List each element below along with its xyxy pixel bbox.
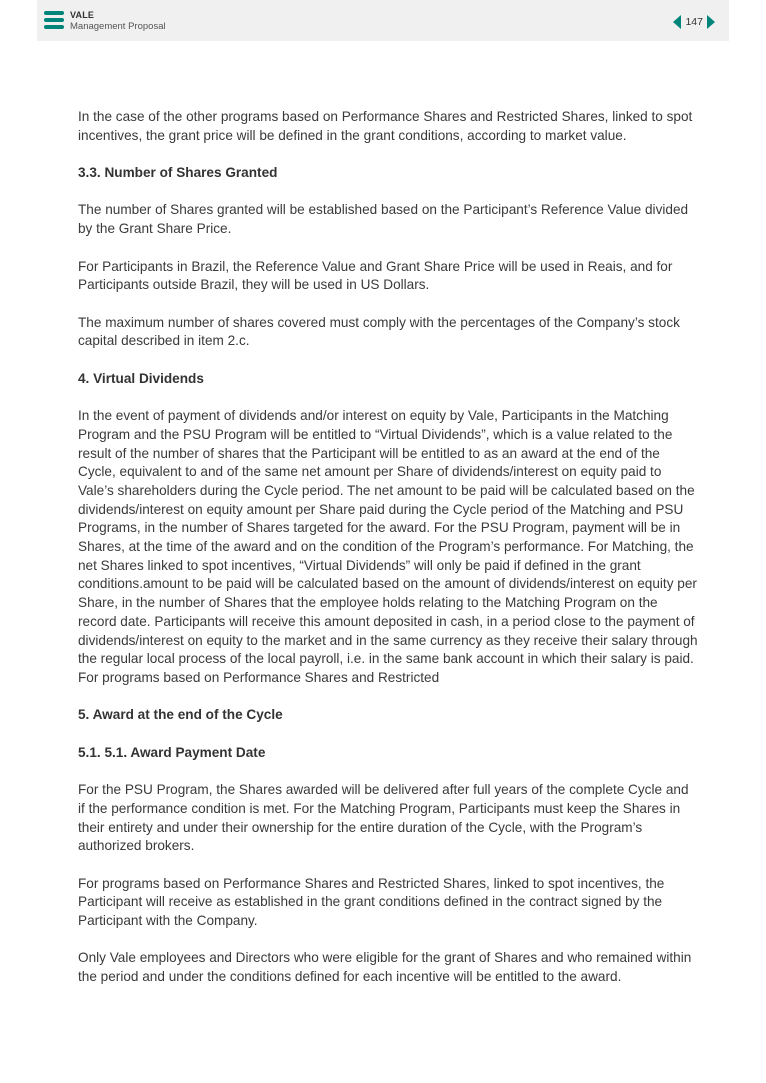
page-number: 147 [685,16,703,28]
section-heading-5: 5. Award at the end of the Cycle [78,707,283,723]
paragraph: In the event of payment of dividends and/or interest on equity by Vale, Participants in the Matching Program and the PSU Program will be entitled to “Virtual Dividends”, which is a value related to the result of the number of shares that the Participant will be entitled to as an award at the end of the Cycle, equivalent to and of the same net amount per Share of dividends/interest on equity paid to Vale’s shareholders during the Cycle period. The net amount to be paid will be calculated based on the dividends/interest on equity amount per Share paid during the Cycle period of the Matching and PSU Programs, in the number of Shares targeted for the award. For the PSU Program, payment will be in Shares, at the time of the award and on the condition of the Program’s performance. For Matching, the net Shares linked to spot incentives, “Virtual Dividends” will only be paid if defined in the grant conditions.amount to be paid will be calculated based on the amount of dividends/interest on equity per Share, in the number of Shares that the employee holds relating to the Matching Program on the record date. Participants will receive this amount deposited in cash, in a period close to the payment of dividends/interest on equity to the market and in the same currency as they receive their salary through the regular local process of the local payroll, i.e. in the same bank account in which their salary is paid. For programs based on Performance Shares and Restricted [78,408,698,685]
document-body [78,108,698,1006]
menu-icon[interactable] [44,11,64,29]
paragraph: In the case of the other programs based on Performance Shares and Restricted Shares, linked to spot incentives, the grant price will be defined in the grant conditions, according to market value. [78,109,693,143]
section-heading-5-1: 5.1. 5.1. Award Payment Date [78,744,266,760]
paragraph: For the PSU Program, the Shares awarded will be delivered after full years of the complete Cycle and if the performance condition is met. For the Matching Program, Participants must keep the Shares in their entirety and under their ownership for the entire duration of the Cycle, with the Program’s authorized brokers. [78,782,689,854]
brand-name: VALE [70,10,95,20]
brand-subtitle: Management Proposal [70,21,166,32]
paragraph: The maximum number of shares covered must comply with the percentages of the Company’s stock capital described in item 2.c. [78,314,680,349]
page-navigation [673,14,715,30]
next-page-icon[interactable] [707,15,715,29]
section-heading-3-3: 3.3. Number of Shares Granted [78,165,278,181]
paragraph: For programs based on Performance Shares and Restricted Shares, linked to spot incentives, the Participant will receive as established in the grant conditions defined in the contract signed by the Participant with the Company. [78,875,665,929]
paragraph: For Participants in Brazil, the Reference Value and Grant Share Price will be used in Reais, and for Participants outside Brazil, they will be used in US Dollars. [78,258,673,293]
page-header [37,0,729,41]
paragraph: Only Vale employees and Directors who were eligible for the grant of Shares and who remained within the period and under the conditions defined for each incentive will be entitled to the award. [78,950,692,985]
brand [70,11,166,32]
section-heading-4: 4. Virtual Dividends [78,370,204,386]
paragraph: The number of Shares granted will be established based on the Participant’s Reference Value divided by the Grant Share Price. [78,202,689,237]
previous-page-icon[interactable] [673,15,681,29]
